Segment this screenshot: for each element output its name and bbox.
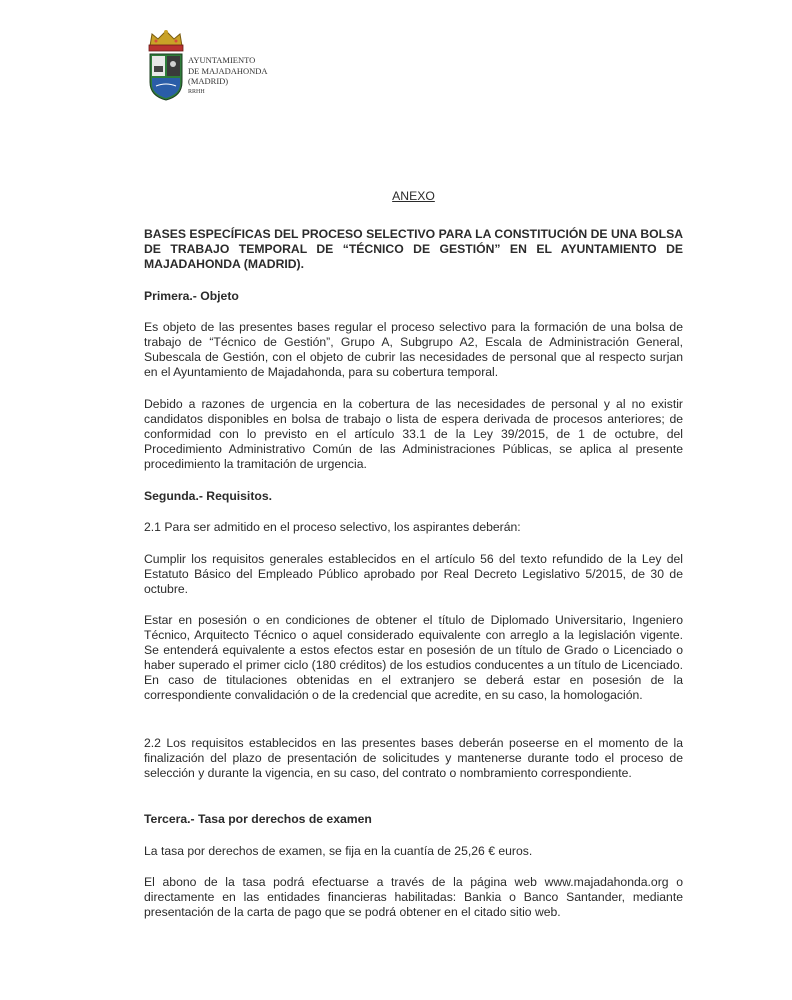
org-line-2: DE MAJADAHONDA bbox=[188, 65, 268, 76]
department-label: RRHH bbox=[188, 88, 205, 95]
section-heading-tasa: Tercera.- Tasa por derechos de examen bbox=[144, 812, 372, 826]
section-heading-requisitos: Segunda.- Requisitos. bbox=[144, 489, 272, 503]
paragraph: Cumplir los requisitos generales establecidos en el artículo 56 del texto refundido de la Ley del Estatuto Básico del Empleado Público aprobado por Real Decreto Legislativo 5/2015, de 30 de octubre. bbox=[144, 552, 683, 596]
paragraph: 2.1 Para ser admitido en el proceso selectivo, los aspirantes deberán: bbox=[144, 520, 521, 534]
paragraph: La tasa por derechos de examen, se fija en la cuantía de 25,26 € euros. bbox=[144, 844, 533, 858]
paragraph: Estar en posesión o en condiciones de obtener el título de Diplomado Universitario, Ingeniero Técnico, Arquitecto Técnico o aquel considerado equivalente con arreglo a la legislación vigente. Se entenderá equivalente a estos efectos estar en posesión de un título de Grado o Licenciado o haber superado el primer ciclo (180 créditos) de los estudios conducentes a un título de Licenciado. En caso de titulaciones obtenidas en el extranjero se deberá estar en posesión de la correspondiente convalidación o de la credencial que acredite, en su caso, la homologación. bbox=[144, 613, 683, 702]
paragraph: 2.2 Los requisitos establecidos en las presentes bases deberán poseerse en el momento de la finalización del plazo de presentación de solicitudes y mantenerse durante todo el proceso de selección y durante la vigencia, en su caso, del contrato o nombramiento correspondiente. bbox=[144, 736, 683, 780]
section-heading-objeto: Primera.- Objeto bbox=[144, 289, 239, 303]
annex-label: ANEXO bbox=[392, 189, 435, 203]
org-line-3: (MADRID) bbox=[188, 76, 229, 86]
document-title: BASES ESPECÍFICAS DEL PROCESO SELECTIVO PARA LA CONSTITUCIÓN DE UNA BOLSA DE TRABAJO TEMPORAL DE “TÉCNICO DE GESTIÓN” EN EL AYUNTAMIENTO DE MAJADAHONDA (MADRID). bbox=[144, 227, 683, 271]
paragraph: El abono de la tasa podrá efectuarse a través de la página web www.majadahonda.org o directamente en las entidades financieras habilitadas: Bankia o Banco Santander, mediante presentación de la carta de pago que se podrá obtener en el citado sitio web. bbox=[144, 875, 683, 919]
paragraph: Debido a razones de urgencia en la cobertura de las necesidades de personal y al no existir candidatos disponibles en bolsa de trabajo o lista de espera derivada de procesos anteriores; de conformidad con lo previsto en el artículo 33.1 de la Ley 39/2015, de 1 de octubre, del Procedimiento Administrativo Común de las Administraciones Públicas, se aplica al presente procedimiento la tramitación de urgencia. bbox=[144, 397, 683, 471]
org-line-1: AYUNTAMIENTO bbox=[188, 55, 256, 65]
organization-name bbox=[188, 55, 268, 97]
paragraph: Es objeto de las presentes bases regular el proceso selectivo para la formación de una bolsa de trabajo de “Técnico de Gestión”, Grupo A, Subgrupo A2, Escala de Administración General, Subescala de Gestión, con el objeto de cubrir las necesidades de personal que al respecto surjan en el Ayuntamiento de Majadahonda, para su cobertura temporal. bbox=[144, 320, 683, 379]
coat-of-arms-icon bbox=[146, 28, 186, 102]
